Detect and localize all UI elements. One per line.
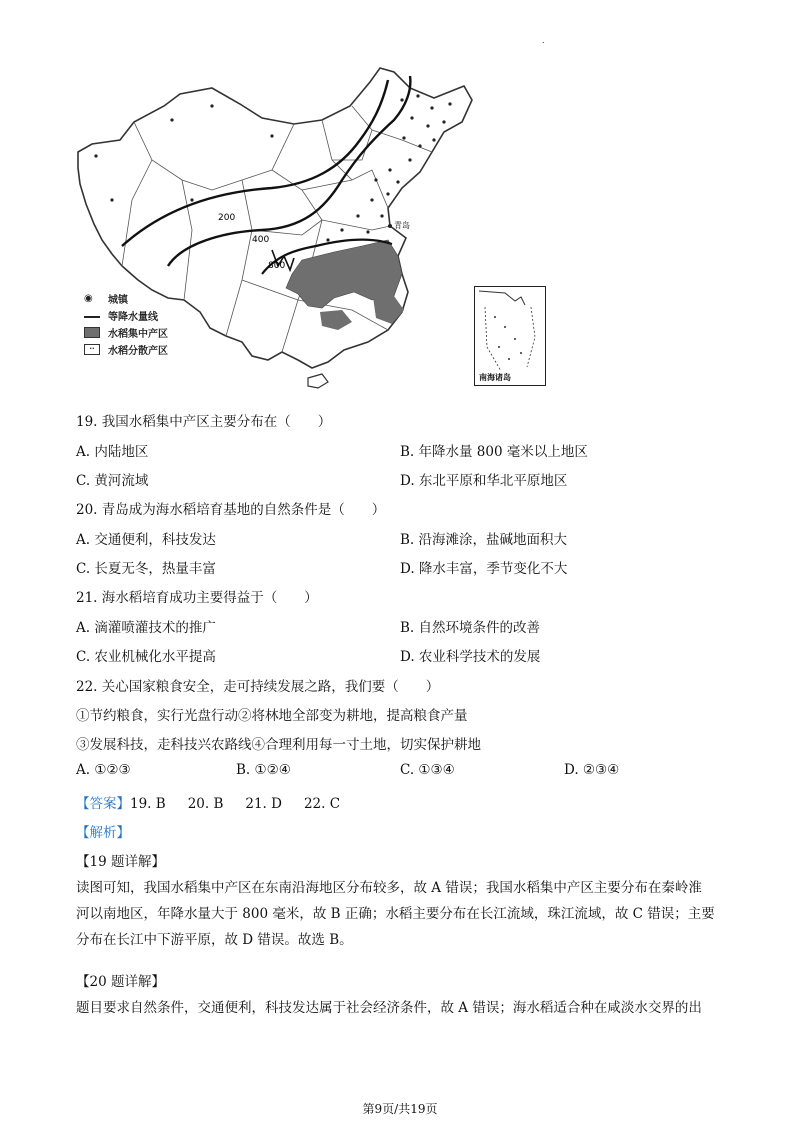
q22-option-b[interactable]: B. ①②④	[236, 762, 291, 778]
q19-option-d[interactable]: D. 东北平原和华北平原地区	[400, 473, 568, 489]
detail-19-line-1: 读图可知，我国水稻集中产区在东南沿海地区分布较多，故 A 错误；我国水稻集中产区主要分布在秦岭淮	[76, 880, 702, 896]
detail-20-title: 【20 题详解】	[76, 974, 165, 990]
legend-label-town: 城镇	[108, 295, 128, 306]
answer-22: 22. C	[303, 796, 341, 812]
qingdao-label: 青岛	[394, 221, 410, 230]
q19-option-b[interactable]: B. 年降水量 800 毫米以上地区	[400, 444, 588, 460]
detail-20-line-1: 题目要求自然条件，交通便利，科技发达属于社会经济条件，故 A 错误；海水稻适合种在咸淡水交界的出	[76, 1000, 702, 1016]
map-legend	[84, 290, 168, 358]
rice-scattered-area-icon: ··	[84, 344, 100, 355]
q22-option-d[interactable]: D. ②③④	[564, 762, 620, 778]
analysis-tag: 【解析】	[76, 825, 130, 841]
question-21-stem: 21. 海水稻培育成功主要得益于（ ）	[76, 590, 318, 606]
legend-label-isohyet: 等降水量线	[108, 312, 158, 323]
q22-option-c[interactable]: C. ①③④	[400, 762, 455, 778]
detail-20-body	[76, 995, 726, 1021]
q22-statement-line-2: ③发展科技，走科技兴农路线④合理利用每一寸土地，切实保护耕地	[76, 737, 481, 753]
answer-line	[76, 792, 340, 812]
page-footer: 第9页/共19页	[362, 1102, 438, 1116]
q21-option-b[interactable]: B. 自然环境条件的改善	[400, 620, 541, 636]
detail-19-line-2: 河以南地区，年降水量大于 800 毫米，故 B 正确；水稻主要分布在长江流域，珠江流域，故 C 错误；主要	[76, 906, 715, 922]
legend-label-scattered: 水稻分散产区	[108, 346, 168, 357]
question-22-stem: 22. 关心国家粮食安全，走可持续发展之路，我们要（ ）	[76, 679, 440, 695]
answer-20: 20. B	[187, 796, 224, 812]
q20-option-a[interactable]: A. 交通便利，科技发达	[76, 532, 216, 548]
inset-label: 南海诸岛	[479, 373, 511, 382]
analysis-heading	[76, 821, 130, 841]
answer-tag: 【答案】	[76, 796, 130, 812]
question-20-stem: 20. 青岛成为海水稻培育基地的自然条件是（ ）	[76, 502, 386, 518]
detail-19-line-3: 分布在长江中下游平原，故 D 错误。故选 B。	[76, 932, 353, 948]
town-dot-icon: ◉	[84, 293, 93, 304]
detail-19-title: 【19 题详解】	[76, 854, 165, 870]
q19-option-c[interactable]: C. 黄河流域	[76, 473, 149, 489]
south-china-sea-inset	[474, 286, 546, 386]
answer-19: 19. B	[130, 796, 166, 812]
q20-option-d[interactable]: D. 降水丰富，季节变化不大	[400, 561, 568, 577]
answer-21: 21. D	[245, 796, 282, 812]
q20-option-c[interactable]: C. 长夏无冬，热量丰富	[76, 561, 216, 577]
isohyet-200-label: 200	[218, 213, 236, 223]
isohyet-400-label: 400	[252, 235, 270, 245]
legend-label-concentrated: 水稻集中产区	[108, 329, 168, 340]
isohyet-line-icon	[84, 316, 100, 318]
isohyet-800-label: 800	[268, 261, 286, 271]
rice-concentrated-area-icon	[84, 327, 100, 338]
q21-option-d[interactable]: D. 农业科学技术的发展	[400, 649, 541, 665]
q22-option-a[interactable]: A. ①②③	[76, 762, 131, 778]
q22-statement-line-1: ①节约粮食，实行光盘行动②将林地全部变为耕地，提高粮食产量	[76, 708, 468, 724]
detail-19-body	[76, 875, 726, 953]
q21-option-c[interactable]: C. 农业机械化水平提高	[76, 649, 216, 665]
q21-option-a[interactable]: A. 滴灌喷灌技术的推广	[76, 620, 216, 636]
corner-mark: .	[542, 36, 545, 45]
question-19-stem: 19. 我国水稻集中产区主要分布在（ ）	[76, 414, 332, 430]
q19-option-a[interactable]: A. 内陆地区	[76, 444, 149, 460]
q20-option-b[interactable]: B. 沿海滩涂，盐碱地面积大	[400, 532, 568, 548]
